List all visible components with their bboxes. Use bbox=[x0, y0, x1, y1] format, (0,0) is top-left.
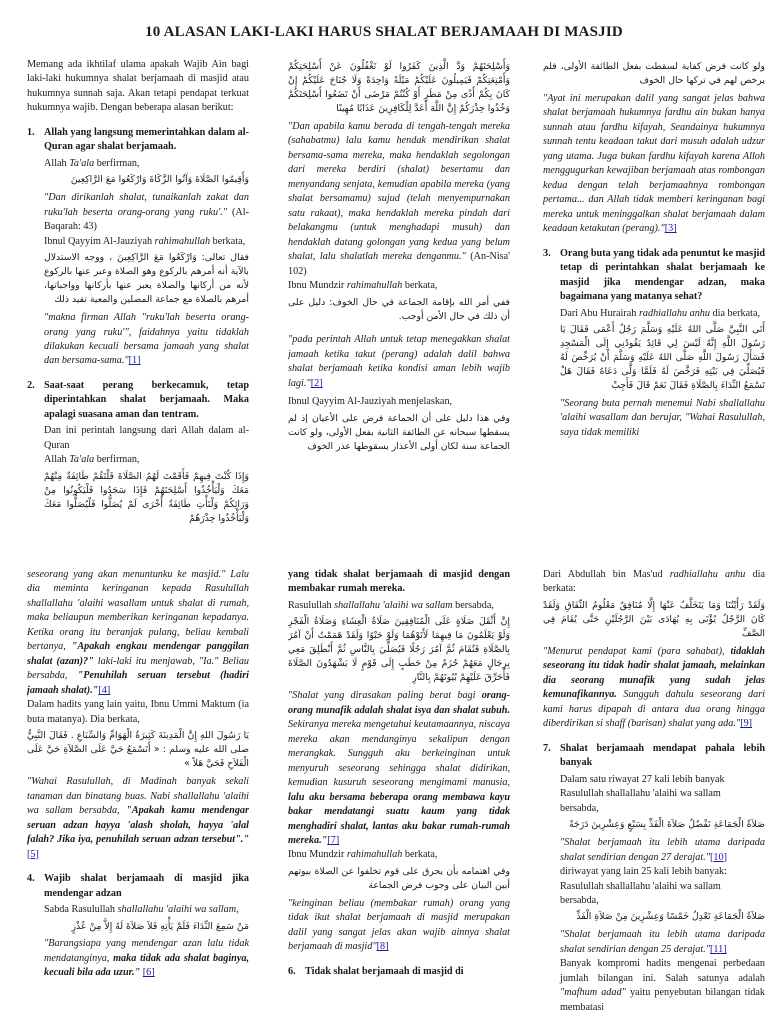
hadith-translation: "Barangsiapa yang mendengar azan lalu tidak mendatanginya, maka tidak ada shalat baginya, kecuali bila ada uzur." [6] bbox=[44, 938, 249, 979]
footnote-link[interactable]: [5] bbox=[27, 848, 39, 860]
reason-heading: Shalat berjamaah mendapat pahala lebih banyak bbox=[560, 742, 765, 769]
narrator-line: Dari Abu Hurairah radhiallahu anhu dia berkata, bbox=[560, 307, 761, 319]
arabic-hadith: وَلَقَدْ رَأَيْتُنَا وَمَا يَتَخَلَّفُ عَنْهَا إِلَّا مُنَافِقٌ مَعْلُومُ النِّفَاقِ وَلَقَدْ كَانَ الرَّجُلُ يُؤْتَى بِهِ يُهَادَى بَيْنَ الرَّجُلَيْنِ حَتَّى يُقَامَ فِي الصَّفِّ bbox=[543, 599, 765, 639]
column-2-top bbox=[288, 58, 510, 536]
arabic-quote: ففي أمر الله بإقامة الجماعة في حال الخوف: دليل على أن ذلك في حال الأمن أوجب. bbox=[288, 296, 510, 322]
footnote-link[interactable]: [8] bbox=[376, 941, 389, 953]
column-3-top bbox=[543, 58, 765, 536]
arabic-hadith: مَنْ سَمِعَ النِّدَاءَ فَلَمْ يَأْتِهِ فَلاَ صَلاَةَ لَهُ إِلاَّ مِنْ عُذْرٍ bbox=[71, 920, 249, 932]
reason-number: 2. bbox=[27, 379, 35, 391]
reason-heading-continued: yang tidak shalat berjamaah di masjid dengan membakar rumah mereka. bbox=[288, 569, 510, 595]
hadith-translation: "Wahai Rasulullah, di Madinah banyak sekali tanaman dan binatang buas. Nabi shallallahu 'alaihi wa sallam bersabda, "Apakah kamu mendengar seruan adzan hayya 'alash sholah, hayya 'alal falah? Jika iya, penuhilah seruan adzan tersebut"."[5] bbox=[27, 776, 249, 860]
reason-heading: Allah yang langsung memerintahkan dalam al-Quran agar shalat berjamaah. bbox=[44, 126, 249, 153]
bersabda-line: bersabda, bbox=[560, 894, 599, 906]
column-2-bottom bbox=[288, 568, 510, 1024]
scholar-line: Ibnul Qayyim Al-Jauziyah rahimahullah berkata, bbox=[44, 235, 246, 247]
arabic-verse: وَأَقِيمُوا الصَّلَاةَ وَآتُوا الزَّكَاةَ وَارْكَعُوا مَعَ الرَّاكِعِينَ bbox=[70, 174, 249, 186]
footnote-link[interactable]: [6] bbox=[142, 967, 155, 979]
arabic-hadith: إِنَّ أَثْقَلَ صَلَاةٍ عَلَى الْمُنَافِقِينَ صَلَاةُ الْعِشَاءِ وَصَلَاةُ الْفَجْرِ وَلَوْ يَعْلَمُونَ مَا فِيهِمَا لَأَتَوْهُمَا وَلَوْ حَبْوًا وَلَقَدْ هَمَمْتُ أَنْ آمُرَ بِالصَّلَاةِ فَتُقَامَ ثُمَّ آمُرَ رَجُلًا فَيُصَلِّيَ بِالنَّاسِ ثُمَّ أَنْطَلِقَ مَعِي بِرِجَالٍ مَعَهُمْ حُزَمٌ مِنْ حَطَبٍ إِلَى قَوْمٍ لَا يَشْهَدُونَ الصَّلَاةَ فَأُحَرِّقَ عَلَيْهِمْ بُيُوتَهُمْ بِالنَّارِ bbox=[288, 616, 510, 684]
scholar-line: Ibnu Mundzir rahimahullah berkata, bbox=[288, 280, 438, 292]
footnote-link[interactable]: [9] bbox=[740, 718, 753, 730]
arabic-verse: وَأَسْلِحَتَهُمْ وَدَّ الَّذِينَ كَفَرُوا لَوْ تَغْفُلُونَ عَنْ أَسْلِحَتِكُمْ وَأَمْتِعَتِكُمْ فَيَمِيلُونَ عَلَيْكُمْ مَيْلَةً وَاحِدَةً وَلَا جُنَاحَ عَلَيْكُمْ إِنْ كَانَ بِكُمْ أَذًى مِنْ مَطَرٍ أَوْ كُنْتُمْ مَرْضَى أَنْ تَضَعُوا أَسْلِحَتَكُمْ وَخُذُوا حِذْرَكُمْ إِنَّ اللَّهَ أَعَدَّ لِلْكَافِرِينَ عَذَابًا مُهِينًا bbox=[288, 61, 510, 114]
rasul-line: Rasulullah shallallahu 'alaihi wa sallam bbox=[560, 880, 721, 892]
hadith-translation: "Menurut pendapat kami (para sahabat), tidaklah seseorang itu tidak hadir shalat jamaah, melainkan dia seorang munafik yang sudah jelas kemunafikannya. Sungguh dahulu seseorang dari kami harus dipapah di antara dua orang hingga diberdirikan si shaff (barisan) shalat yang ada."[9] bbox=[543, 645, 765, 730]
footnote-link[interactable]: [7] bbox=[327, 834, 340, 846]
verse-translation: "Dan dirikanlah shalat, tunaikanlah zakat dan ruku'lah beserta orang-orang yang ruku'." (Al-Baqarah: 43) bbox=[44, 192, 249, 233]
reason-heading: Saat-saat perang berkecamuk, tetap diperintahkan shalat berjamaah. Maka apalagi suasana aman dan tentram. bbox=[44, 379, 249, 420]
quote-translation: "pada perintah Allah untuk tetap menegakkan shalat jamaah ketika takut (perang) adalah dalil bahwa shalat berjamaah ketika kondisi aman lebih wajib lagi."[2] bbox=[288, 334, 510, 389]
reason-number: 4. bbox=[27, 873, 35, 885]
intro-paragraph: Memang ada ikhtilaf ulama apakah Wajib Ain bagi laki-laki hukumnya shalat berjamaah di masjid atau hukumnya sunnah saja. Akan tetapi pendapat terkuat hukumnya wajib. Dengan beberapa alasan berikut: bbox=[27, 59, 249, 114]
reason-7 bbox=[543, 742, 765, 1016]
page-title: 10 ALASAN LAKI-LAKI HARUS SHALAT BERJAMAAH DI MASJID bbox=[145, 24, 623, 40]
column-1-top bbox=[27, 58, 249, 536]
arabic-quote: وفي هذا دليل على أن الجماعة فرض على الأعيان إذ لم يسقطها سبحانه عن الطائفة الثانية بفعل الأولى، ولو كانت الجماعة سنة لكان أولى الأعذار بسقوطها عذر الخوف bbox=[288, 412, 510, 452]
reason-1 bbox=[27, 126, 249, 369]
reason-3 bbox=[543, 247, 765, 441]
footnote-link[interactable]: [2] bbox=[310, 377, 323, 389]
footnote-link[interactable]: [4] bbox=[98, 684, 111, 696]
hadith-translation: "Seorang buta pernah menemui Nabi shallallahu 'alaihi wasallam dan berujar, "Wahai Rasulullah, saya tidak memiliki bbox=[560, 397, 765, 438]
reason-4 bbox=[27, 872, 249, 981]
hadith-translation: "Shalat yang dirasakan paling berat bagi orang-orang munafik adalah shalat isya dan shalat subuh. Sekiranya mereka mengetahui keutamaannya, niscaya mereka akan mendanginya sekalipun dengan merangkak. Sungguh aku berkeinginan untuk menyuruh seseorang sehingga shalat didirikan, kemudian kusuruh seseorang mengimami manusia, lalu aku bersama beberapa orang membawa kayu bakar mendatangi suatu kaum yang tidak menghadiri shalat, lantas aku bakar rumah-rumah mereka."[7] bbox=[288, 690, 510, 846]
reason-heading: Wajib shalat berjamaah di masjid jika mendengar adzan bbox=[44, 873, 249, 899]
quote-translation: "keinginan beliau (membakar rumah) orang yang tidak ikut shalat berjamaah di masjid merupakan dalil yang sangat jelas akan wajib ainnya shalat berjamaah di masjid"[8] bbox=[288, 897, 510, 953]
body-line: diriwayat yang lain 25 kali lebih banyak: bbox=[560, 866, 727, 878]
arabic-hadith: أَتَى النَّبِيَّ صَلَّى اللهُ عَلَيْهِ وَسَلَّمَ رَجُلٌ أَعْمَى فَقَالَ يَا رَسُولَ اللَّهِ إِنَّهُ لَيْسَ لِي قَائِدٌ يَقُودُنِي إِلَى الْمَسْجِدِ فَسَأَلَ رَسُولَ اللَّهِ صَلَّى اللهُ عَلَيْهِ وَسَلَّمَ أَنْ يُرَخِّصَ لَهُ فَيُصَلِّيَ فِي بَيْتِهِ فَرَخَّصَ لَهُ فَلَمَّا وَلَّى دَعَاهُ فَقَالَ هَلْ تَسْمَعُ النِّدَاءَ بِالصَّلَاةِ فَقَالَ نَعَمْ قَالَ فَأَجِبْ bbox=[560, 324, 765, 391]
arabic-verse: وَإِذَا كُنْتَ فِيهِمْ فَأَقَمْتَ لَهُمُ الصَّلَاةَ فَلْتَقُمْ طَائِفَةٌ مِنْهُمْ مَعَكَ وَلْيَأْخُذُوا أَسْلِحَتَهُمْ فَإِذَا سَجَدُوا فَلْيَكُونُوا مِنْ وَرَائِكُمْ وَلْتَأْتِ طَائِفَةٌ أُخْرَى لَمْ يُصَلُّوا فَلْيُصَلُّوا مَعَكَ وَلْيَأْخُذُوا حِذْرَهُمْ bbox=[44, 470, 249, 524]
column-1-bottom bbox=[27, 568, 249, 1024]
bersabda-line: bersabda, bbox=[560, 802, 599, 814]
arabic-hadith: صَلاَةُ الْجَمَاعَةِ تَعْدِلُ خَمْسًا وَعِشْرِينَ مِنْ صَلاَةِ الْفَذِّ bbox=[576, 911, 765, 923]
body-line: Dalam hadits yang lain yaitu, Ibnu Ummi Maktum (ia buta matanya). Dia berkata, bbox=[27, 699, 249, 725]
body-line: Banyak kompromi hadits mengenai perbedaan jumlah bilangan ini. Salah satunya adalah "mafhum adad" yaitu penyebutan bilangan tidak membatasi bbox=[560, 958, 765, 1013]
hadith-translation: "Shalat berjamaah itu lebih utama daripada shalat sendirian dengan 25 derajat."[11] bbox=[560, 929, 765, 955]
column-3-bottom bbox=[543, 568, 765, 1024]
arabic-quote: وفي اهتمامه بأن يحرق على قوم تخلفوا عن الصلاة بيوتهم أبين البيان على وجوب فرض الجماعة bbox=[288, 865, 510, 891]
reason-2 bbox=[27, 379, 249, 530]
firman-line: Allah Ta'ala berfirman, bbox=[44, 454, 140, 466]
arabic-hadith: صَلاَةُ الْجَمَاعَةِ تَفْضُلُ صَلاَةَ الْفَذِّ بِسَبْعٍ وَعِشْرِينَ دَرَجَةً bbox=[569, 819, 765, 831]
arabic-quote: ولو كانت فرض كفاية لسقطت بفعل الطائفة الأولى، فلم يرخص لهم في تركها حال الخوف bbox=[543, 61, 765, 86]
footnote-link[interactable]: [10] bbox=[710, 851, 727, 863]
reason-heading: Orang buta yang tidak ada penuntut ke masjid tetap di perintahkan shalat berjamaah ke masjid jika mendengar adzan, maka bagaimana yang matanya sehat? bbox=[560, 247, 765, 303]
body-line: Dalam satu riwayat 27 kali lebih banyak bbox=[560, 773, 725, 785]
footnote-link[interactable]: [1] bbox=[128, 355, 141, 367]
arabic-quote: فقال تعالى: وَارْكَعُوا مَعَ الرَّاكِعِينَ ، ووجه الاستدلال بالآية أنه أمرهم بالركوع وهو الصلاة وعبر عنها بالركوع لأنه من أركانها والصلاة يعبر عنها بأركانها وواجباتها، أمرهم بالصلاة مع جماعة المصلين والمعية تفيد ذلك bbox=[44, 252, 249, 306]
quote-translation: "makna firman Allah "ruku'lah beserta orang-orang yang ruku'", faidahnya yaitu tidaklah dilakukan kecuali bersama jamaah yang shalat dan bersama-sama."[1] bbox=[44, 312, 249, 367]
rasul-line: Rasulullah shallallahu 'alaihi wa sallam bbox=[560, 788, 721, 800]
reason-heading: Tidak shalat berjamaah di masjid di bbox=[305, 965, 464, 977]
hadith-translation-continued: seseorang yang akan menuntunku ke masjid." Lalu dia meminta keringanan kepada Rasulullah shallallahu 'alaihi wasallam untuk shalat di rumah, maka beliaupun memberikan keringanan kepadanya. Ketika orang itu beranjak pulang, beliau kembali bertanya, "Apakah engkau mendengar panggilan shalat (azan)?" laki-laki itu menjawab, "Ia." Beliau bersabda, "Penuhilah seruan tersebut (hadiri jamaah shalat)."[4] bbox=[27, 569, 249, 696]
footnote-link[interactable]: [3] bbox=[664, 223, 677, 235]
narrator-line: Dari Abdullah bin Mas'ud radhiallahu anhu dia berkata: bbox=[543, 569, 765, 595]
reason-6 bbox=[288, 965, 510, 981]
hadith-translation: "Shalat berjamaah itu lebih utama daripada shalat sendirian dengan 27 derajat."[10] bbox=[560, 837, 765, 863]
reason-number: 7. bbox=[543, 742, 551, 754]
arabic-hadith: يَا رَسُولَ اللهِ إِنَّ الْمَدِينَةَ كَثِيرَةُ الْهَوَامِّ وَالسِّبَاعِ . فَقَالَ النَّبِيُّ صلى الله عليه وسلم : « أَتَسْمَعُ حَيَّ عَلَى الصَّلاَةِ حَيَّ عَلَى الْفَلاَحِ فَحَيَّ هَلاً » bbox=[27, 730, 249, 770]
reason-number: 3. bbox=[543, 247, 551, 259]
footnote-link[interactable]: [11] bbox=[710, 943, 727, 955]
body-line: Dan ini perintah langsung dari Allah dalam al-Quran bbox=[44, 425, 249, 451]
scholar-line: Ibnu Mundzir rahimahullah berkata, bbox=[288, 849, 438, 861]
narrator-line: Rasulullah shallallahu 'alaihi wa sallam bersabda, bbox=[288, 599, 494, 611]
scholar-line: Ibnul Qayyim Al-Jauziyah menjelaskan, bbox=[288, 396, 453, 408]
sabda-line: Sabda Rasulullah shallallahu 'alaihi wa sallam, bbox=[44, 904, 239, 916]
reason-number: 6. bbox=[288, 965, 296, 977]
firman-line: Allah Ta'ala berfirman, bbox=[44, 157, 140, 169]
verse-translation: "Dan apabila kamu berada di tengah-tengah mereka (sahabatmu) lalu kamu hendak mendirikan shalat bersama-sama mereka, maka hendaklah segolongan dari mereka berdiri (shalat) besertamu dan menyandang senjata, kemudian apabila mereka (yang shalat bersamamu) sujud (telah menyempurnakan satu rakaat), maka hendaklah mereka pindah dari belakangmu (untuk menghadapi musuh) dan hendaklah datang golongan yang kedua yang belum shalat, lalu shalatlah mereka denganmu." (An-Nisa' 102) bbox=[288, 120, 510, 277]
reason-number: 1. bbox=[27, 126, 35, 138]
quote-translation: "Ayat ini merupakan dalil yang sangat jelas bahwa shalat berjamaah hukumnya fardhu ain bukan hanya sunnah atau fardhu kifayah, Seandainya hukumnya sunnah tentu keadaan takut dari musuh adalah udzur yang utama. Juga bukan fardhu kifayah karena Alloh menggugurkan kewajiban berjamaah atas rombongan kedua dengan telah berjamaahnya rombongan pertama... dan Allah tidak memberi keringanan bagi mereka untuk meninggalkan shalat berjamaah dalam keadaan ketakutan (perang)."[3] bbox=[543, 92, 765, 235]
